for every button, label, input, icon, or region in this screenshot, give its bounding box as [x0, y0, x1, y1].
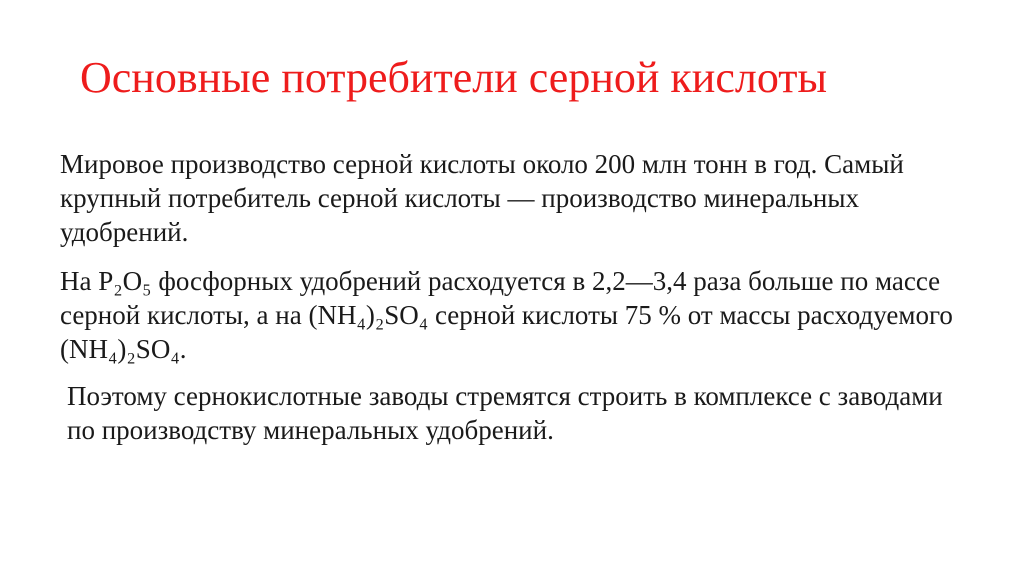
paragraph-plant-location: Поэтому сернокислотные заводы стремятся строить в комплексе с заводами по производству минеральных удобрений. [67, 381, 943, 445]
slide-body [60, 147, 960, 447]
paragraph-acid-consumption: На P₂O₅ фосфорных удобрений расходуется в 2,2—3,4 раза больше по массе серной кислоты, а на (NH₄)₂SO₄ серной кислоты 75 % от массы расходуемого (NH₄)₂SO₄. [60, 266, 953, 364]
slide-title: Основные потребители серной кислоты [80, 53, 828, 102]
paragraph-world-production: Мировое производство серной кислоты около 200 млн тонн в год. Самый крупный потребитель серной кислоты — производство минеральных удобрений. [60, 149, 904, 247]
